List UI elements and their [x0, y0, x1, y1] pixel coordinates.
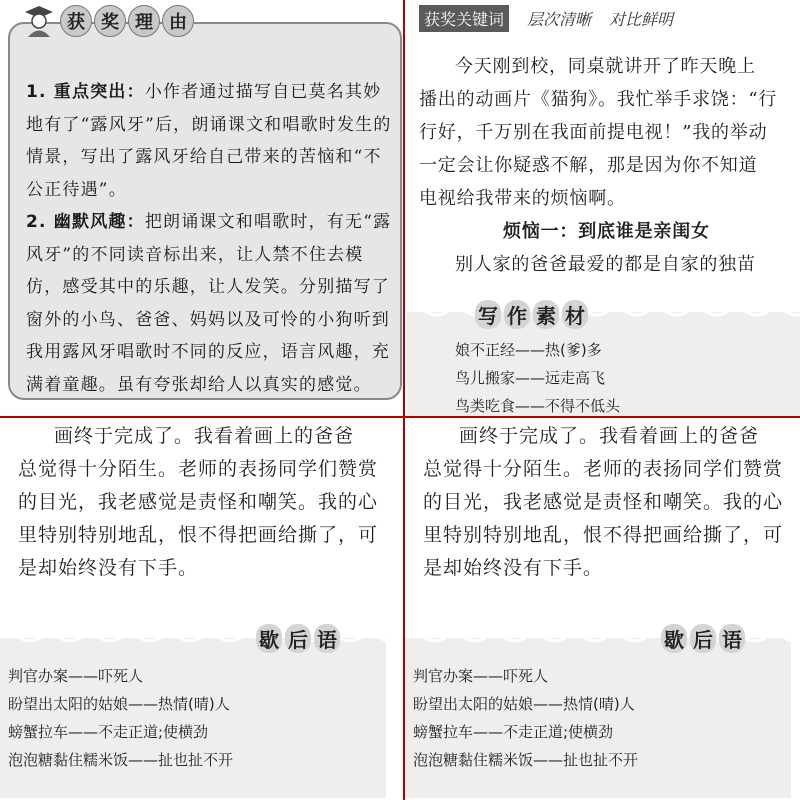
paragraph-line: 总觉得十分陌生。老师的表扬同学们赞赏 [423, 458, 784, 480]
paragraph-text [18, 420, 403, 585]
horizontal-divider [0, 416, 800, 418]
award-reasons-box [8, 22, 402, 400]
story-section [405, 0, 800, 416]
award-title-char: 理 [128, 5, 160, 37]
award-title-char: 获 [60, 5, 92, 37]
story-line: 今天刚到校，同桌就讲开了昨天晚上 [455, 56, 756, 77]
list-item: 泡泡糖黏住糯米饭——扯也扯不开 [413, 751, 639, 769]
list-item: 判官办案——吓死人 [413, 667, 549, 685]
award-title-char: 由 [162, 5, 194, 37]
list-item: 盼望出太阳的姑娘——热情(晴)人 [413, 695, 635, 713]
writing-material-title-char: 写 [475, 300, 501, 329]
paragraph-line: 是却始终没有下手。 [423, 557, 604, 579]
xiehouyu-title-char: 歇 [661, 624, 687, 653]
list-item: 娘不正经——热(爹)多 [455, 341, 602, 359]
reason-2-body: 把朗诵课文和唱歌时，有无“露风牙”的不同读音标出来，让人禁不住去模仿，感受其中的乐趣，让人发笑。分别描写了窗外的小鸟、爸爸、妈妈以及可怜的小狗听到我用露风牙唱歌时不同的反应，语言风趣，充满着童趣。虽有夸张却给人以真实的感觉。 [26, 212, 392, 395]
story-line: 一定会让你疑惑不解，那是因为你不知道 [419, 155, 758, 176]
story-subheading: 烦恼一：到底谁是亲闺女 [503, 221, 710, 242]
paragraph-line: 是却始终没有下手。 [18, 557, 199, 579]
keyword-item: 层次清晰 [527, 10, 592, 29]
story-text [419, 50, 800, 281]
reason-1-body: 小作者通过描写自已莫名其妙地有了“露风牙”后，朗诵课文和唱歌时发生的情景，写出了露风牙给自己带来的苦恼和“不公正待遇”。 [26, 82, 392, 200]
award-reasons-section [0, 0, 403, 416]
paragraph-line: 画终于完成了。我看着画上的爸爸 [459, 425, 760, 447]
list-item: 盼望出太阳的姑娘——热情(晴)人 [8, 695, 230, 713]
reason-1-heading: 1. 重点突出： [26, 82, 145, 102]
story-line: 别人家的爸爸最爱的都是自家的独苗 [455, 254, 756, 275]
list-item: 螃蟹拉车——不走正道;使横劲 [8, 723, 209, 741]
list-item: 鸟类吃食——不得不低头 [455, 397, 621, 415]
story-line: 行好，千万别在我面前提电视！”我的举动 [419, 122, 768, 143]
reason-2-heading: 2. 幽默风趣： [26, 212, 145, 232]
xiehouyu-title [256, 624, 343, 653]
paragraph-section-right [405, 418, 800, 800]
keywords-row [419, 5, 673, 32]
writing-material-title-char: 素 [533, 300, 559, 329]
story-line: 电视给我带来的烦恼啊。 [419, 188, 626, 209]
xiehouyu-title-char: 后 [285, 624, 311, 653]
writing-material-panel [407, 304, 800, 416]
paragraph-section-left [0, 418, 403, 800]
xiehouyu-title [661, 624, 748, 653]
writing-material-title-char: 材 [562, 300, 588, 329]
paragraph-text [423, 420, 800, 585]
xiehouyu-list [413, 662, 638, 774]
xiehouyu-panel [0, 628, 386, 798]
wave-divider [407, 306, 800, 318]
list-item: 泡泡糖黏住糯米饭——扯也扯不开 [8, 751, 234, 769]
paragraph-line: 画终于完成了。我看着画上的爸爸 [54, 425, 355, 447]
xiehouyu-list [8, 662, 233, 774]
list-item: 螃蟹拉车——不走正道;使横劲 [413, 723, 614, 741]
xiehouyu-title-char: 语 [314, 624, 340, 653]
xiehouyu-panel [405, 628, 791, 798]
award-reasons-text [26, 76, 398, 401]
paragraph-line: 里特别特别地乱，恨不得把画给撕了，可 [18, 524, 379, 546]
award-title-char: 奖 [94, 5, 126, 37]
list-item: 判官办案——吓死人 [8, 667, 144, 685]
student-icon [22, 4, 56, 38]
paragraph-line: 的目光，我老感觉是责怪和嘲笑。我的心 [423, 491, 784, 513]
list-item: 鸟儿搬家——远走高飞 [455, 369, 606, 387]
keywords-label: 获奖关键词 [419, 5, 509, 32]
paragraph-line: 总觉得十分陌生。老师的表扬同学们赞赏 [18, 458, 379, 480]
xiehouyu-title-char: 语 [719, 624, 745, 653]
writing-material-list [455, 336, 620, 416]
xiehouyu-title-char: 后 [690, 624, 716, 653]
paragraph-line: 里特别特别地乱，恨不得把画给撕了，可 [423, 524, 784, 546]
story-line: 播出的动画片《猫狗》。我忙举手求饶：“行 [419, 89, 778, 110]
xiehouyu-title-char: 歇 [256, 624, 282, 653]
writing-material-title [475, 300, 591, 329]
paragraph-line: 的目光，我老感觉是责怪和嘲笑。我的心 [18, 491, 379, 513]
award-title [22, 4, 196, 38]
writing-material-title-char: 作 [504, 300, 530, 329]
vertical-divider [403, 0, 405, 800]
keyword-item: 对比鲜明 [609, 10, 674, 29]
